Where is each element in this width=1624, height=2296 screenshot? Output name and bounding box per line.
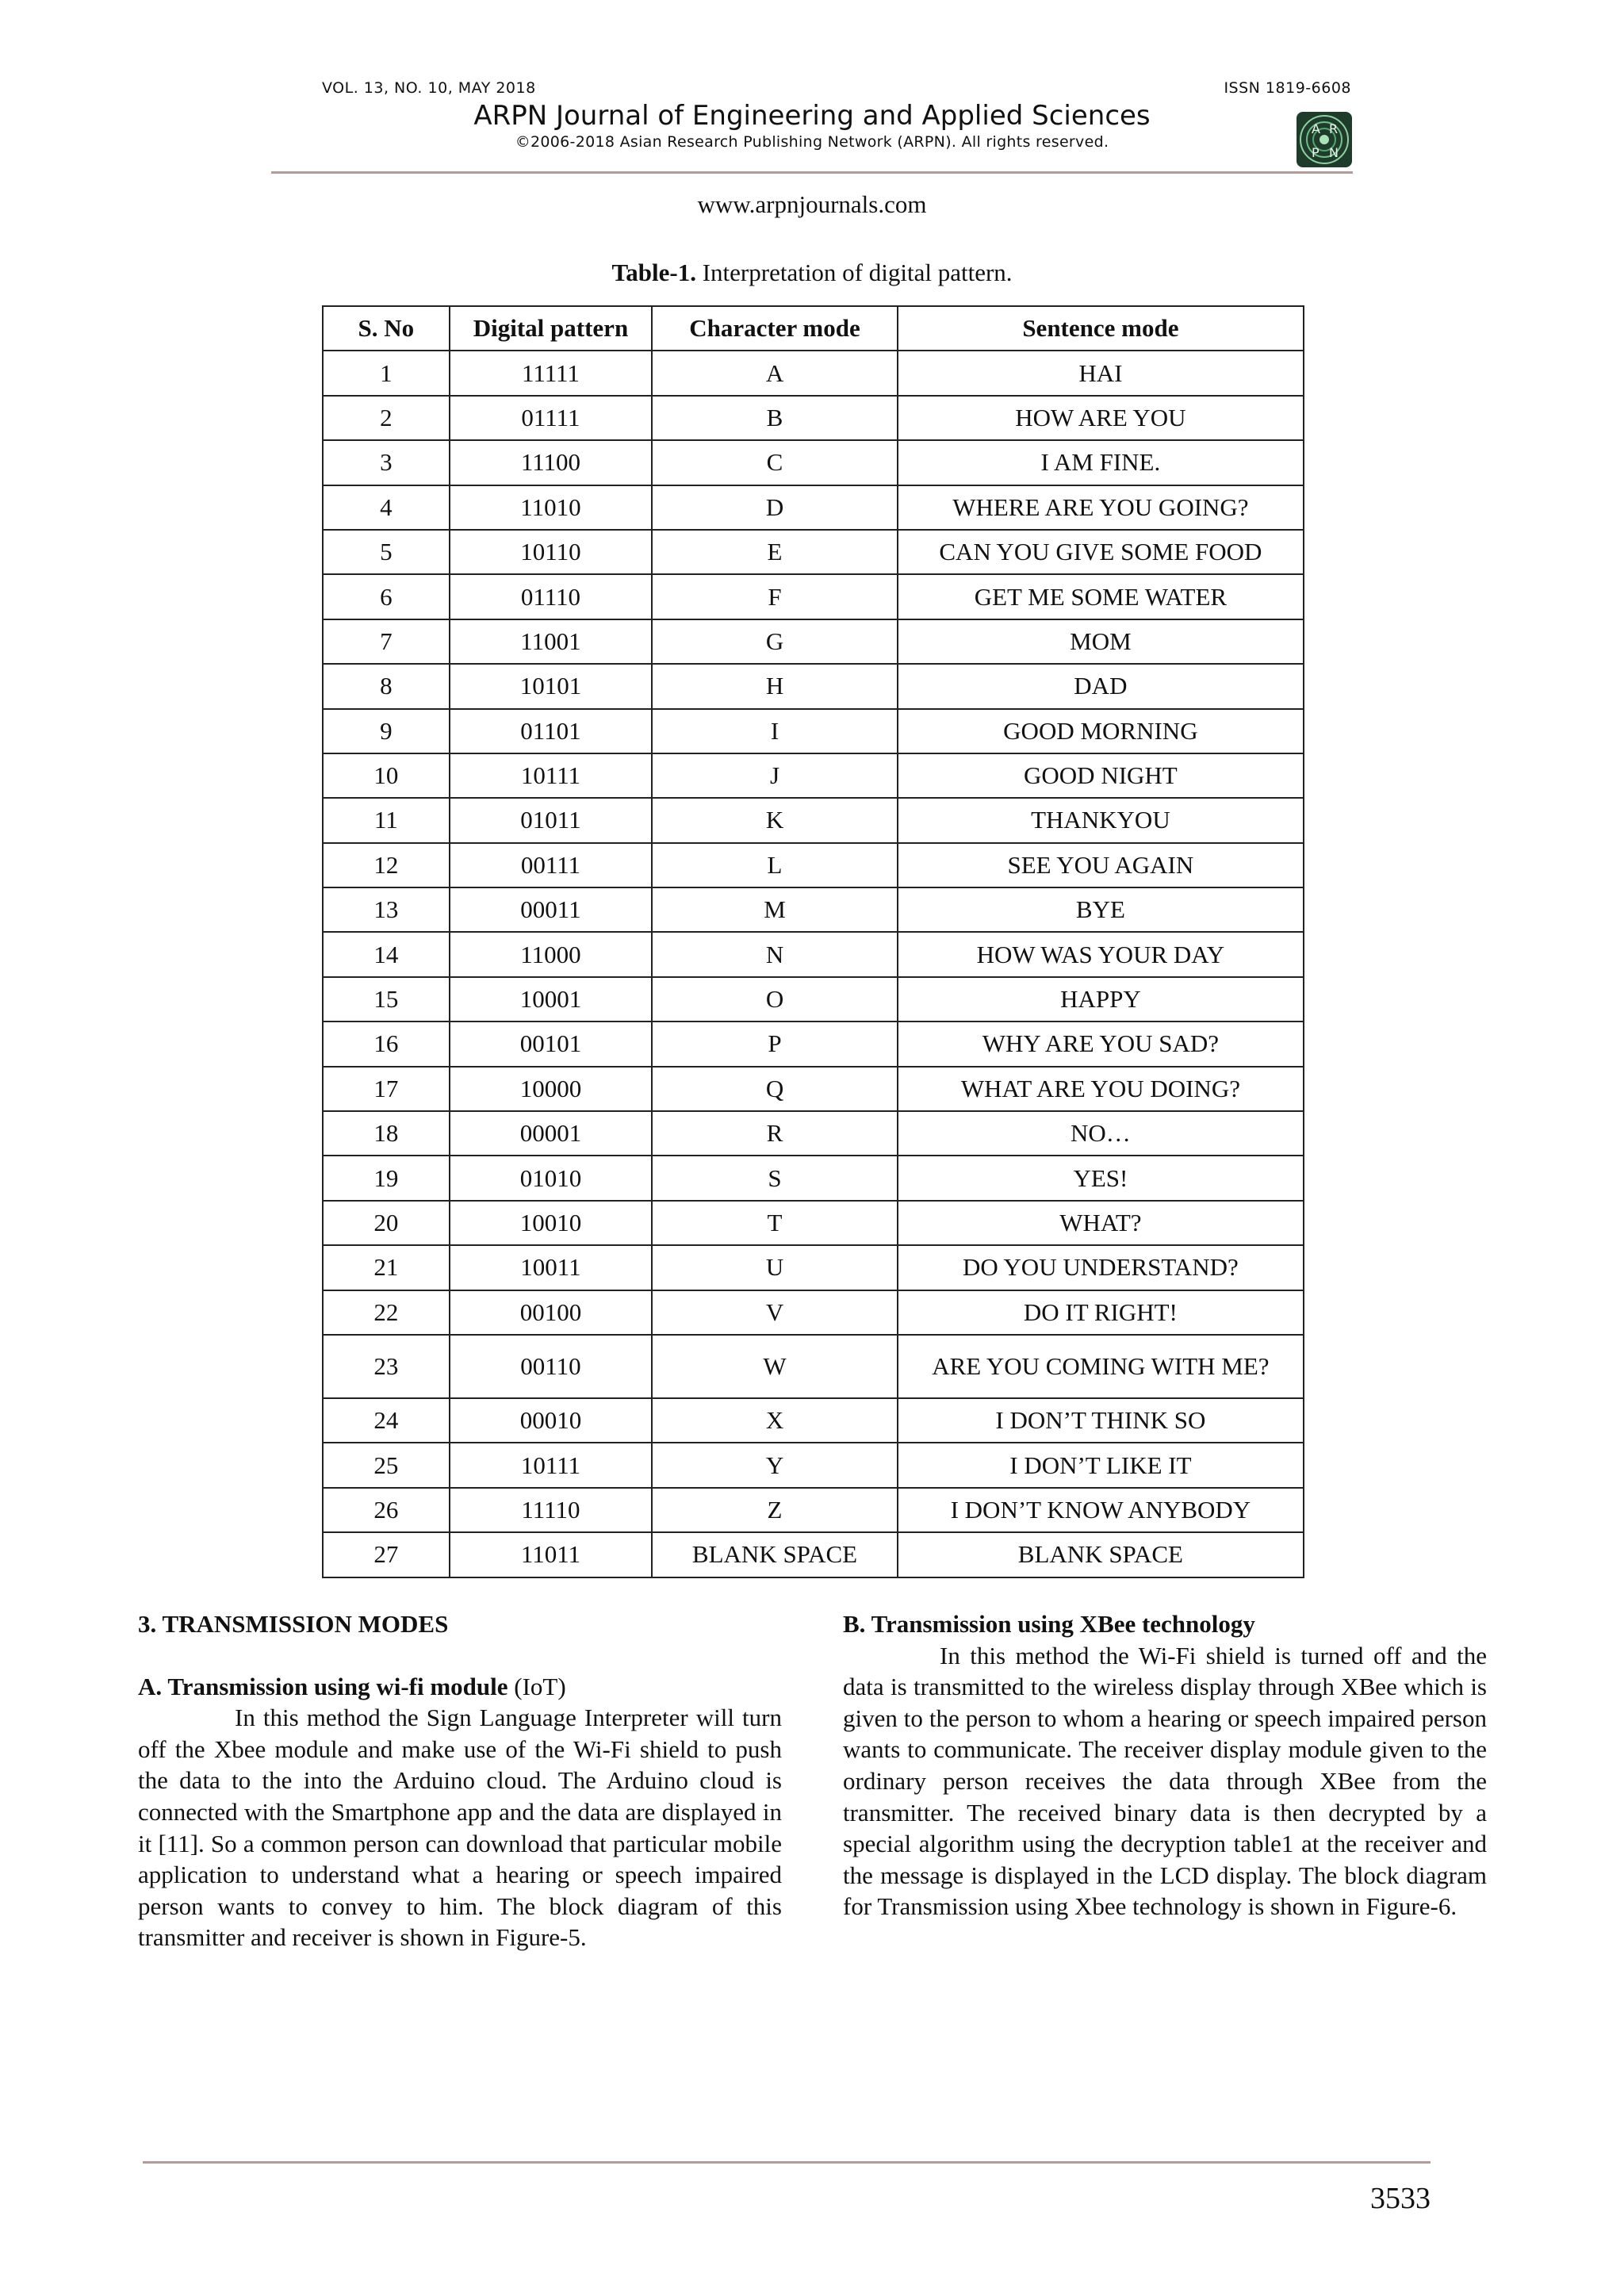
- cell-sentence-mode: I AM FINE.: [898, 440, 1304, 485]
- cell-sno: 18: [323, 1111, 450, 1156]
- cell-sno: 10: [323, 753, 450, 798]
- cell-character-mode: X: [652, 1398, 898, 1443]
- cell-character-mode: O: [652, 977, 898, 1022]
- cell-digital-pattern: 10011: [450, 1245, 653, 1290]
- cell-sno: 20: [323, 1201, 450, 1245]
- subsection-a-heading: [138, 1671, 782, 1703]
- cell-sno: 15: [323, 977, 450, 1022]
- table-row: [323, 1067, 1304, 1111]
- cell-sentence-mode: I DON’T THINK SO: [898, 1398, 1304, 1443]
- table-row: [323, 977, 1304, 1022]
- cell-character-mode: I: [652, 709, 898, 753]
- cell-character-mode: BLANK SPACE: [652, 1532, 898, 1577]
- digital-pattern-table: [322, 305, 1304, 1578]
- cell-sno: 1: [323, 351, 450, 395]
- cell-sno: 2: [323, 396, 450, 440]
- volume-info: VOL. 13, NO. 10, MAY 2018: [322, 79, 536, 97]
- table-row: [323, 843, 1304, 887]
- cell-digital-pattern: 00110: [450, 1335, 653, 1398]
- table-caption-label: Table-1.: [611, 259, 696, 286]
- svg-text:N: N: [1329, 145, 1339, 160]
- cell-sentence-mode: WHERE ARE YOU GOING?: [898, 485, 1304, 530]
- cell-character-mode: Q: [652, 1067, 898, 1111]
- cell-character-mode: W: [652, 1335, 898, 1398]
- cell-character-mode: N: [652, 932, 898, 976]
- cell-sno: 23: [323, 1335, 450, 1398]
- cell-sno: 26: [323, 1488, 450, 1532]
- cell-sentence-mode: WHY ARE YOU SAD?: [898, 1022, 1304, 1066]
- cell-sno: 21: [323, 1245, 450, 1290]
- svg-text:P: P: [1312, 145, 1320, 160]
- cell-sentence-mode: MOM: [898, 619, 1304, 664]
- table-row: [323, 1111, 1304, 1156]
- cell-character-mode: H: [652, 664, 898, 708]
- cell-sno: 16: [323, 1022, 450, 1066]
- left-column: [138, 1608, 782, 1953]
- cell-sentence-mode: I DON’T LIKE IT: [898, 1443, 1304, 1487]
- cell-digital-pattern: 10110: [450, 530, 653, 574]
- cell-sno: 25: [323, 1443, 450, 1487]
- table-row: [323, 1245, 1304, 1290]
- journal-website: www.arpnjournals.com: [697, 190, 927, 218]
- cell-sentence-mode: HAI: [898, 351, 1304, 395]
- cell-digital-pattern: 10010: [450, 1201, 653, 1245]
- cell-digital-pattern: 11100: [450, 440, 653, 485]
- table-row: [323, 664, 1304, 708]
- cell-sentence-mode: HOW ARE YOU: [898, 396, 1304, 440]
- cell-sno: 9: [323, 709, 450, 753]
- table-row: [323, 1156, 1304, 1200]
- right-column: [843, 1608, 1487, 1922]
- cell-digital-pattern: 10111: [450, 1443, 653, 1487]
- table-row: [323, 1532, 1304, 1577]
- cell-sentence-mode: NO…: [898, 1111, 1304, 1156]
- cell-sno: 11: [323, 798, 450, 842]
- cell-sno: 19: [323, 1156, 450, 1200]
- header-sno: S. No: [323, 306, 450, 351]
- cell-sentence-mode: DO YOU UNDERSTAND?: [898, 1245, 1304, 1290]
- cell-digital-pattern: 11111: [450, 351, 653, 395]
- table-row: [323, 1022, 1304, 1066]
- page-number: 3533: [1370, 2182, 1431, 2215]
- cell-digital-pattern: 10111: [450, 753, 653, 798]
- cell-sno: 6: [323, 574, 450, 619]
- cell-sentence-mode: GET ME SOME WATER: [898, 574, 1304, 619]
- table-row: [323, 440, 1304, 485]
- cell-digital-pattern: 01011: [450, 798, 653, 842]
- footer-divider: [143, 2161, 1431, 2164]
- cell-sentence-mode: THANKYOU: [898, 798, 1304, 842]
- table-row: [323, 1201, 1304, 1245]
- table-row: [323, 1290, 1304, 1335]
- table-row: [323, 396, 1304, 440]
- cell-sentence-mode: CAN YOU GIVE SOME FOOD: [898, 530, 1304, 574]
- cell-character-mode: S: [652, 1156, 898, 1200]
- cell-sentence-mode: I DON’T KNOW ANYBODY: [898, 1488, 1304, 1532]
- cell-character-mode: A: [652, 351, 898, 395]
- table-row: [323, 1488, 1304, 1532]
- cell-character-mode: G: [652, 619, 898, 664]
- cell-character-mode: F: [652, 574, 898, 619]
- table-row: [323, 932, 1304, 976]
- cell-character-mode: P: [652, 1022, 898, 1066]
- subsection-b-heading: B. Transmission using XBee technology: [843, 1610, 1255, 1638]
- cell-sentence-mode: YES!: [898, 1156, 1304, 1200]
- cell-sno: 3: [323, 440, 450, 485]
- subsection-a-title: A. Transmission using wi-fi module: [138, 1672, 508, 1700]
- cell-sno: 22: [323, 1290, 450, 1335]
- cell-digital-pattern: 00100: [450, 1290, 653, 1335]
- copyright-line: ©2006-2018 Asian Research Publishing Network (ARPN). All rights reserved.: [515, 133, 1109, 151]
- cell-digital-pattern: 11000: [450, 932, 653, 976]
- table-header-row: [323, 306, 1304, 351]
- cell-digital-pattern: 01110: [450, 574, 653, 619]
- cell-digital-pattern: 00101: [450, 1022, 653, 1066]
- cell-digital-pattern: 11010: [450, 485, 653, 530]
- table-row: [323, 1398, 1304, 1443]
- journal-title: ARPN Journal of Engineering and Applied Sciences: [473, 100, 1151, 132]
- cell-sno: 12: [323, 843, 450, 887]
- cell-sno: 24: [323, 1398, 450, 1443]
- table-body: [323, 351, 1304, 1577]
- cell-character-mode: Z: [652, 1488, 898, 1532]
- cell-character-mode: V: [652, 1290, 898, 1335]
- cell-character-mode: E: [652, 530, 898, 574]
- table-row: [323, 753, 1304, 798]
- cell-character-mode: Y: [652, 1443, 898, 1487]
- header-digital-pattern: Digital pattern: [450, 306, 653, 351]
- cell-sentence-mode: DAD: [898, 664, 1304, 708]
- header-character-mode: Character mode: [652, 306, 898, 351]
- paragraph-xbee: In this method the Wi-Fi shield is turned off and the data is transmitted to the wireless display through XBee which is given to the person to whom a hearing or speech impaired person wants to communicate. The receiver display module given to the ordinary person receives the data through XBee from the transmitter. The received binary data is then decrypted by a special algorithm using the decryption table1 at the receiver and the message is displayed in the LCD display. The block diagram for Transmission using Xbee technology is shown in Figure-6.: [843, 1641, 1487, 1921]
- arpn-logo-icon: [1296, 111, 1353, 168]
- cell-sentence-mode: HOW WAS YOUR DAY: [898, 932, 1304, 976]
- cell-digital-pattern: 00011: [450, 887, 653, 932]
- cell-digital-pattern: 10001: [450, 977, 653, 1022]
- cell-character-mode: D: [652, 485, 898, 530]
- cell-character-mode: L: [652, 843, 898, 887]
- table-row: [323, 1443, 1304, 1487]
- table-row: [323, 619, 1304, 664]
- cell-digital-pattern: 10101: [450, 664, 653, 708]
- cell-sno: 5: [323, 530, 450, 574]
- issn: ISSN 1819-6608: [1224, 79, 1351, 97]
- table-row: [323, 709, 1304, 753]
- subsection-a-suffix: (IoT): [508, 1672, 566, 1700]
- table-caption-text: Interpretation of digital pattern.: [702, 259, 1013, 286]
- cell-character-mode: M: [652, 887, 898, 932]
- cell-digital-pattern: 01101: [450, 709, 653, 753]
- table-row: [323, 1335, 1304, 1398]
- cell-digital-pattern: 01111: [450, 396, 653, 440]
- cell-sentence-mode: ARE YOU COMING WITH ME?: [898, 1335, 1304, 1398]
- cell-sentence-mode: WHAT ARE YOU DOING?: [898, 1067, 1304, 1111]
- table-caption: [0, 259, 1624, 287]
- cell-digital-pattern: 00010: [450, 1398, 653, 1443]
- cell-digital-pattern: 10000: [450, 1067, 653, 1111]
- cell-sno: 7: [323, 619, 450, 664]
- header-divider: [271, 171, 1353, 174]
- table-row: [323, 887, 1304, 932]
- cell-digital-pattern: 00001: [450, 1111, 653, 1156]
- cell-character-mode: K: [652, 798, 898, 842]
- table-row: [323, 485, 1304, 530]
- cell-sno: 13: [323, 887, 450, 932]
- table-row: [323, 351, 1304, 395]
- cell-sno: 4: [323, 485, 450, 530]
- paragraph-wifi: In this method the Sign Language Interpreter will turn off the Xbee module and make use of the Wi-Fi shield to push the data to the into the Arduino cloud. The Arduino cloud is connected with the Smartphone app and the data are displayed in it [11]. So a common person can download that particular mobile application to understand what a hearing or speech impaired person wants to convey to him. The block diagram of this transmitter and receiver is shown in Figure-5.: [138, 1704, 782, 1952]
- cell-sno: 27: [323, 1532, 450, 1577]
- cell-sentence-mode: GOOD MORNING: [898, 709, 1304, 753]
- cell-character-mode: T: [652, 1201, 898, 1245]
- cell-sentence-mode: DO IT RIGHT!: [898, 1290, 1304, 1335]
- svg-text:A: A: [1312, 121, 1320, 136]
- cell-character-mode: U: [652, 1245, 898, 1290]
- cell-digital-pattern: 00111: [450, 843, 653, 887]
- cell-character-mode: J: [652, 753, 898, 798]
- cell-character-mode: R: [652, 1111, 898, 1156]
- cell-sentence-mode: SEE YOU AGAIN: [898, 843, 1304, 887]
- cell-sentence-mode: BLANK SPACE: [898, 1532, 1304, 1577]
- cell-digital-pattern: 11011: [450, 1532, 653, 1577]
- cell-sentence-mode: HAPPY: [898, 977, 1304, 1022]
- cell-sentence-mode: WHAT?: [898, 1201, 1304, 1245]
- cell-character-mode: B: [652, 396, 898, 440]
- cell-sentence-mode: BYE: [898, 887, 1304, 932]
- table-row: [323, 530, 1304, 574]
- svg-text:R: R: [1329, 121, 1339, 136]
- cell-character-mode: C: [652, 440, 898, 485]
- table-row: [323, 574, 1304, 619]
- header-sentence-mode: Sentence mode: [898, 306, 1304, 351]
- cell-sno: 14: [323, 932, 450, 976]
- cell-digital-pattern: 11110: [450, 1488, 653, 1532]
- cell-sno: 8: [323, 664, 450, 708]
- cell-digital-pattern: 01010: [450, 1156, 653, 1200]
- section-heading: 3. TRANSMISSION MODES: [138, 1610, 449, 1638]
- table-row: [323, 798, 1304, 842]
- cell-sentence-mode: GOOD NIGHT: [898, 753, 1304, 798]
- cell-digital-pattern: 11001: [450, 619, 653, 664]
- cell-sno: 17: [323, 1067, 450, 1111]
